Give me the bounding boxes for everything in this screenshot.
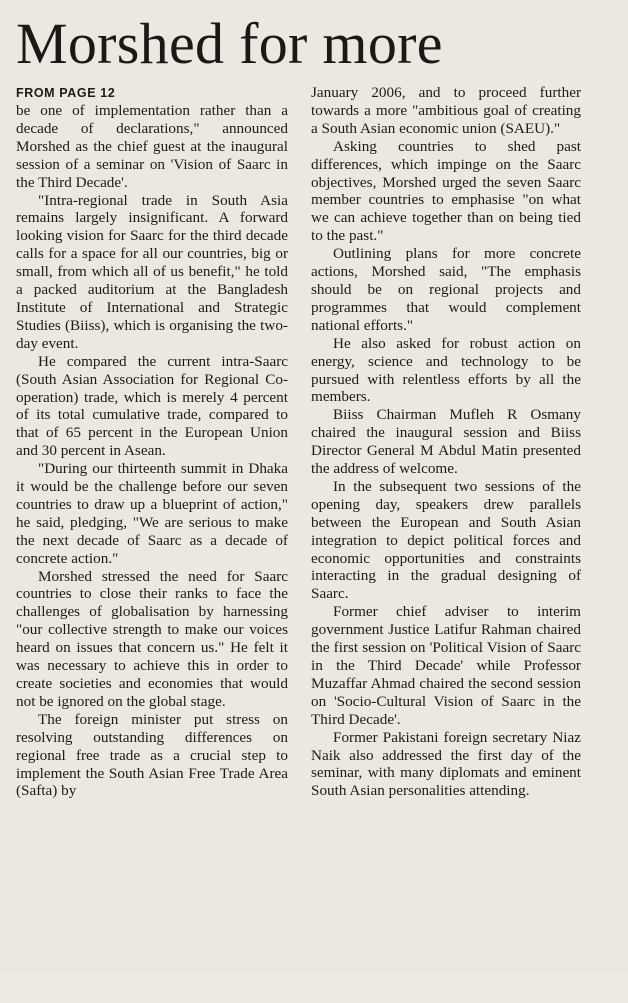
- paragraph: Asking countries to shed past differences, which impinge on the Saarc objectives, Morshed urged the seven Saarc member countries to emphasise "on what we can achieve together than on being tied to the past.": [311, 137, 581, 245]
- page-fold-margin: [0, 972, 628, 1003]
- paragraph: Biiss Chairman Mufleh R Osmany chaired the inaugural session and Biiss Director General M Abdul Matin presented the address of welcome.: [311, 406, 581, 478]
- paragraph: Outlining plans for more concrete actions, Morshed said, "The emphasis should be on regional projects and programmes that would complement national efforts.": [311, 245, 581, 334]
- paragraph: Former Pakistani foreign secretary Niaz Naik also addressed the first day of the seminar, with many diplomats and eminent South Asian personalities attending.: [311, 728, 581, 800]
- headline: Morshed for more: [16, 11, 443, 76]
- paragraph: be one of implementation rather than a decade of declarations," announced Morshed as the chief guest at the inaugural session of a seminar on 'Vision of Saarc in the Third Decade'.: [16, 102, 288, 191]
- paragraph: In the subsequent two sessions of the opening day, speakers drew parallels between the European and South Asian integration to depict political forces and economic opportunities and constraints interacting in the gradual designing of Saarc.: [311, 477, 581, 603]
- paragraph: January 2006, and to proceed further towards a more "ambitious goal of creating a South Asian economic union (SAEU).": [311, 84, 581, 137]
- paragraph: "Intra-regional trade in South Asia remains largely insignificant. A forward looking vision for Saarc for the third decade calls for a space for all our countries, big or small, from which all of us benefit," he told a packed auditorium at the Bangladesh Institute of International and Strategic Studies (Biiss), which is organising the two-day event.: [16, 191, 288, 352]
- paragraph: Former chief adviser to interim government Justice Latifur Rahman chaired the first session on 'Political Vision of Saarc in the Third Decade' while Professor Muzaffar Ahmad chaired the second session on 'Socio-Cultural Vision of Saarc in the Third Decade'.: [311, 603, 581, 728]
- continuation-label: FROM PAGE 12: [16, 86, 116, 100]
- paragraph: He also asked for robust action on energy, science and technology to be pursued with relentless efforts by all the members.: [311, 334, 581, 406]
- paragraph: He compared the current intra-Saarc (South Asian Association for Regional Co-operation) trade, which is merely 4 percent of its total cumulative trade, compared to that of 65 percent in the European Union and 30 percent in Asean.: [16, 352, 288, 460]
- left-column: [16, 84, 288, 800]
- paragraph: Morshed stressed the need for Saarc countries to close their ranks to face the challenges of globalisation by harnessing "our collective strength to make our voices heard on issues that concern us." He felt it was necessary to achieve this in order to create societies and economies that would not be ignored on the global stage.: [16, 567, 288, 710]
- paragraph: The foreign minister put stress on resolving outstanding differences on regional free trade as a crucial step to implement the South Asian Free Trade Area (Safta) by: [16, 710, 288, 800]
- right-column: [311, 84, 581, 800]
- paragraph: "During our thirteenth summit in Dhaka it would be the challenge before our seven countries to draw up a blueprint of action," he said, pledging, "We are serious to make the next decade of Saarc as a decade of concrete action.": [16, 460, 288, 567]
